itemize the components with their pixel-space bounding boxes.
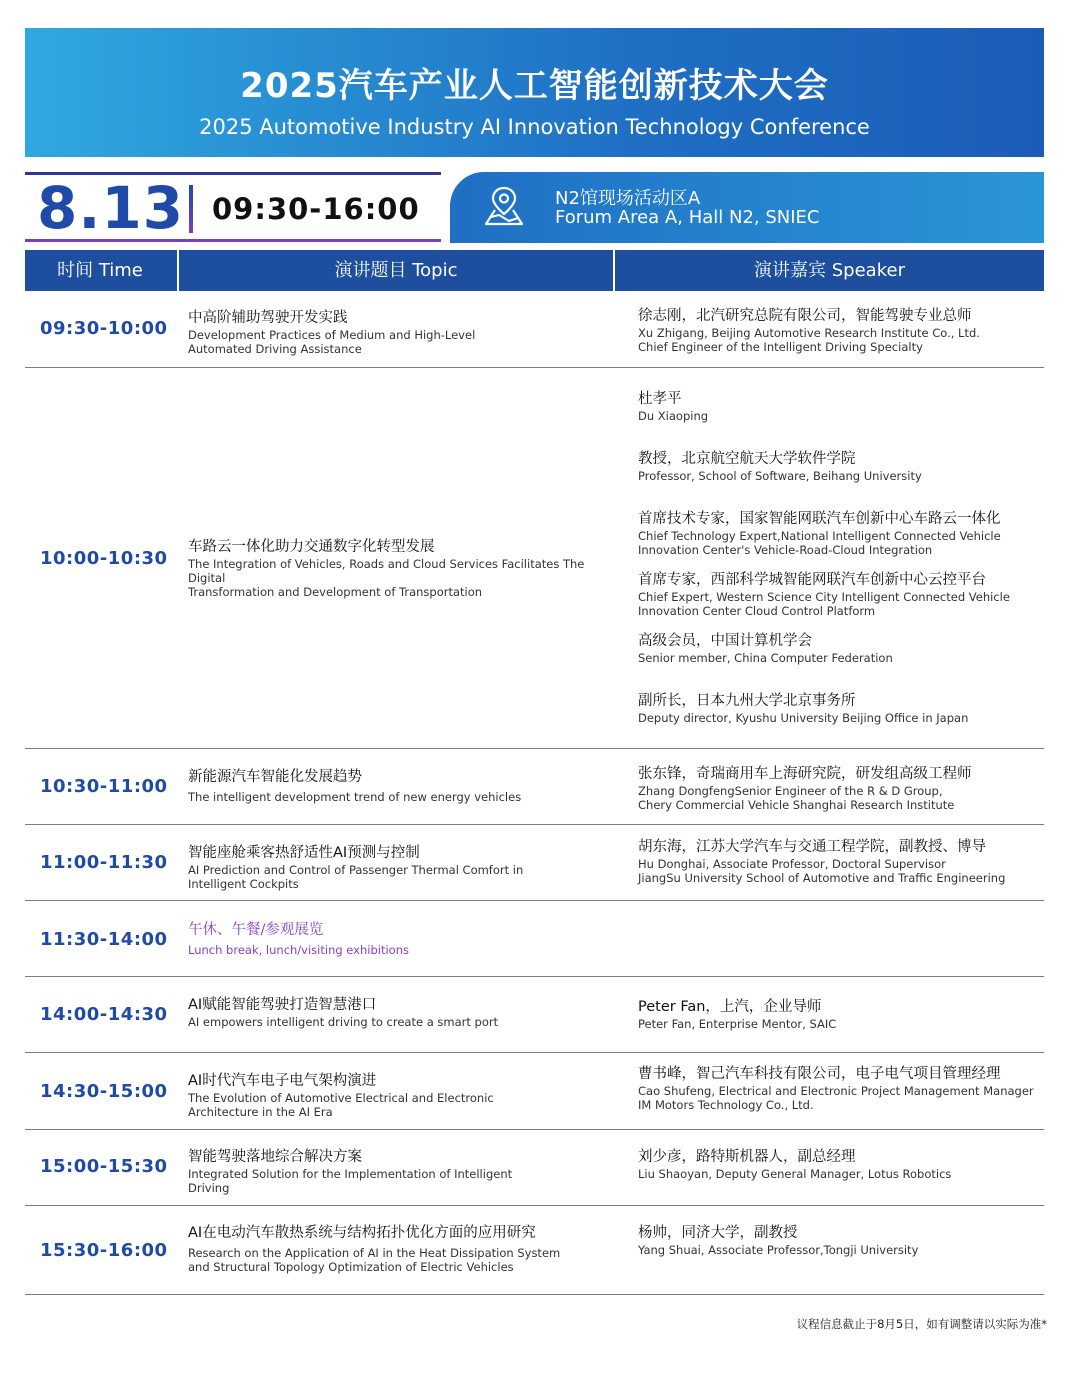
table-row: [25, 291, 1044, 368]
speaker-en: JiangSu University School of Automotive and Traffic Engineering: [638, 871, 1006, 885]
table-row: [25, 1206, 1044, 1295]
row-speaker: [638, 765, 1038, 812]
speaker-en: Cao Shufeng, Electrical and Electronic Project Management Manager: [638, 1084, 1034, 1098]
speaker-en: Innovation Center's Vehicle-Road-Cloud Integration: [638, 543, 933, 557]
speaker-cn: 杨帅，同济大学，副教授: [638, 1225, 798, 1241]
speaker-en: Senior member, China Computer Federation: [638, 651, 893, 665]
row-time: 11:30-14:00: [40, 929, 168, 950]
topic-cn: AI赋能智能驾驶打造智慧港口: [188, 997, 377, 1013]
topic-cn: AI时代汽车电子电气架构演进: [188, 1073, 377, 1089]
speaker-en: Zhang DongfengSenior Engineer of the R & D Group,: [638, 784, 943, 798]
topic-en: Intelligent Cockpits: [188, 877, 299, 891]
topic-cn: AI在电动汽车散热系统与结构拓扑优化方面的应用研究: [188, 1225, 536, 1241]
row-topic: [188, 921, 608, 957]
conference-banner: [25, 28, 1044, 157]
topic-cn: 智能驾驶落地综合解决方案: [188, 1149, 362, 1165]
topic-en: AI Prediction and Control of Passenger Thermal Comfort in: [188, 863, 524, 877]
event-time: 09:30-16:00: [212, 192, 420, 226]
row-time: 11:00-11:30: [40, 852, 168, 873]
topic-en: The Integration of Vehicles, Roads and Cloud Services Facilitates The Digital: [188, 557, 585, 585]
speaker-en: IM Motors Technology Co., Ltd.: [638, 1098, 814, 1112]
topic-en: Architecture in the AI Era: [188, 1105, 333, 1119]
date-time-box: [25, 172, 441, 242]
row-time: 10:00-10:30: [40, 548, 168, 569]
speaker-entry: [638, 390, 1038, 423]
row-topic: [188, 996, 608, 1029]
speaker-cn: 张东锋，奇瑞商用车上海研究院，研发组高级工程师: [638, 766, 972, 782]
table-row: [25, 825, 1044, 901]
speaker-cn: 高级会员，中国计算机学会: [638, 633, 812, 649]
topic-en: Lunch break, lunch/visiting exhibitions: [188, 943, 409, 957]
speaker-cn: 曹书峰，智己汽车科技有限公司，电子电气项目管理经理: [638, 1066, 1001, 1082]
table-row: [25, 749, 1044, 825]
venue-box: [450, 172, 1044, 243]
row-time: 14:30-15:00: [40, 1081, 168, 1102]
speaker-en: Hu Donghai, Associate Professor, Doctoral Supervisor: [638, 857, 946, 871]
speaker-cn: 首席技术专家，国家智能网联汽车创新中心车路云一体化: [638, 511, 1001, 527]
row-speaker: [638, 1224, 1038, 1257]
speaker-en: Chief Technology Expert,National Intelligent Connected Vehicle: [638, 529, 1001, 543]
row-speaker: [638, 1148, 1038, 1181]
table-row: [25, 368, 1044, 749]
table-header: [25, 250, 1044, 291]
row-topic: [188, 1224, 608, 1274]
table-row: [25, 1130, 1044, 1206]
conference-title-en: 2025 Automotive Industry AI Innovation Technology Conference: [199, 115, 870, 139]
header-speaker: 演讲嘉宾 Speaker: [613, 250, 1044, 291]
speaker-en: Chief Expert, Western Science City Intelligent Connected Vehicle: [638, 590, 1010, 604]
row-topic: [188, 1148, 608, 1195]
row-speaker: [638, 307, 1038, 354]
row-speaker: [638, 838, 1038, 885]
speaker-en: Du Xiaoping: [638, 409, 709, 423]
topic-en: and Structural Topology Optimization of Electric Vehicles: [188, 1260, 514, 1274]
speaker-cn: 副所长，日本九州大学北京事务所: [638, 693, 856, 709]
topic-en: AI empowers intelligent driving to create a smart port: [188, 1015, 499, 1029]
row-time: 15:30-16:00: [40, 1240, 168, 1261]
speaker-entry: [638, 571, 1038, 618]
topic-en: The intelligent development trend of new energy vehicles: [188, 790, 522, 804]
topic-en: Driving: [188, 1181, 230, 1195]
topic-en: Automated Driving Assistance: [188, 342, 362, 356]
row-topic: [188, 768, 608, 804]
topic-cn: 新能源汽车智能化发展趋势: [188, 769, 362, 785]
map-pin-icon: [482, 184, 526, 228]
row-speaker: [638, 998, 1038, 1031]
speaker-cn: Peter Fan，上汽，企业导师: [638, 999, 822, 1015]
topic-cn: 中高阶辅助驾驶开发实践: [188, 310, 348, 326]
header-time: 时间 Time: [57, 260, 143, 281]
speaker-en: Innovation Center Cloud Control Platform: [638, 604, 876, 618]
event-date: 8.13: [37, 174, 185, 242]
topic-cn: 智能座舱乘客热舒适性AI预测与控制: [188, 845, 420, 861]
speaker-cn: 胡东海，江苏大学汽车与交通工程学院，副教授、博导: [638, 839, 986, 855]
speaker-entry: [638, 450, 1038, 483]
speaker-cn: 杜孝平: [638, 391, 682, 407]
row-topic: [188, 309, 608, 356]
row-topic: [188, 538, 618, 599]
footnote: 议程信息截止于8月5日，如有调整请以实际为准*: [796, 1317, 1047, 1331]
speaker-en: Chery Commercial Vehicle Shanghai Research Institute: [638, 798, 955, 812]
row-time: 15:00-15:30: [40, 1156, 168, 1177]
speaker-cn: 教授，北京航空航天大学软件学院: [638, 451, 856, 467]
row-topic: [188, 844, 608, 891]
table-row: [25, 901, 1044, 977]
row-topic: [188, 1072, 608, 1119]
speaker-entry: [638, 692, 1038, 725]
speaker-en: Peter Fan, Enterprise Mentor, SAIC: [638, 1017, 837, 1031]
header-topic: 演讲题目 Topic: [177, 250, 613, 291]
row-time: 14:00-14:30: [40, 1004, 168, 1025]
speaker-en: Yang Shuai, Associate Professor,Tongji University: [638, 1243, 919, 1257]
speaker-cn: 刘少彦，路特斯机器人，副总经理: [638, 1149, 856, 1165]
speaker-entry: [638, 632, 1038, 665]
row-time: 09:30-10:00: [40, 318, 168, 339]
speaker-en: Professor, School of Software, Beihang University: [638, 469, 922, 483]
speaker-en: Chief Engineer of the Intelligent Driving Specialty: [638, 340, 923, 354]
table-row: [25, 1053, 1044, 1130]
date-separator: [189, 185, 193, 233]
speaker-entry: [638, 510, 1043, 557]
speaker-en: Liu Shaoyan, Deputy General Manager, Lotus Robotics: [638, 1167, 952, 1181]
row-speaker: [638, 1065, 1043, 1112]
row-time: 10:30-11:00: [40, 776, 168, 797]
conference-title-cn: 2025汽车产业人工智能创新技术大会: [240, 66, 829, 106]
speaker-en: Xu Zhigang, Beijing Automotive Research Institute Co., Ltd.: [638, 326, 980, 340]
topic-en: Integrated Solution for the Implementation of Intelligent: [188, 1167, 513, 1181]
topic-cn: 车路云一体化助力交通数字化转型发展: [188, 539, 435, 555]
topic-en: Development Practices of Medium and High-Level: [188, 328, 476, 342]
speaker-cn: 徐志刚，北汽研究总院有限公司，智能驾驶专业总师: [638, 308, 972, 324]
speaker-cn: 首席专家，西部科学城智能网联汽车创新中心云控平台: [638, 572, 986, 588]
venue-cn: N2馆现场活动区A: [555, 188, 701, 209]
venue-en: Forum Area A, Hall N2, SNIEC: [555, 207, 820, 228]
topic-cn: 午休、午餐/参观展览: [188, 922, 324, 938]
topic-en: Research on the Application of AI in the Heat Dissipation System: [188, 1246, 561, 1260]
topic-en: Transformation and Development of Transportation: [188, 585, 483, 599]
speaker-en: Deputy director, Kyushu University Beijing Office in Japan: [638, 711, 969, 725]
table-row: [25, 977, 1044, 1053]
topic-en: The Evolution of Automotive Electrical and Electronic: [188, 1091, 494, 1105]
